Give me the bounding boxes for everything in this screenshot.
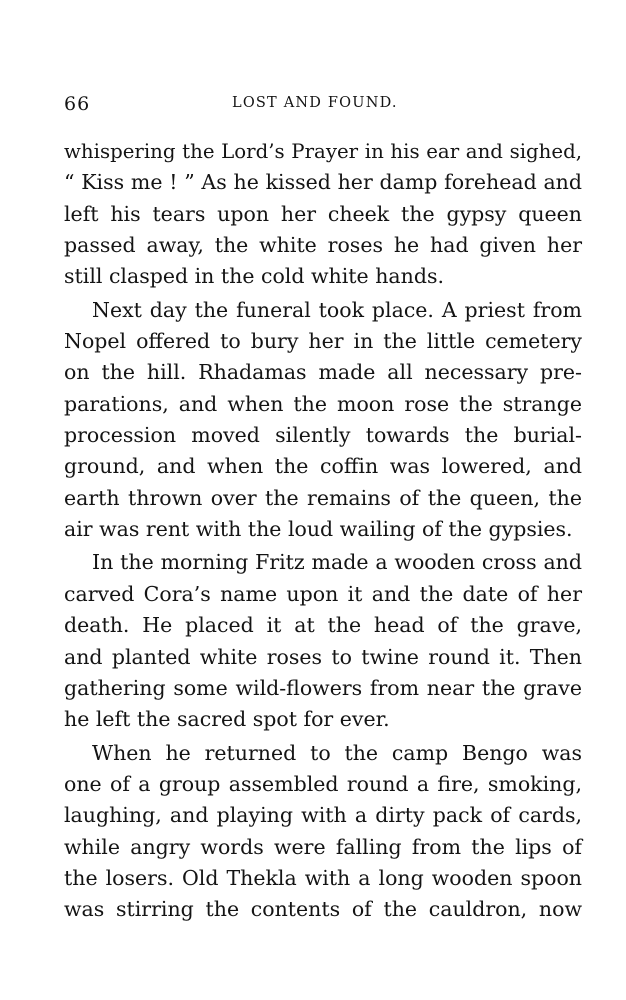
text-line: air was rent with the loud wailing of the gypsies.: [64, 517, 573, 542]
page-number: 66: [64, 93, 91, 115]
paragraph: [64, 136, 582, 293]
text-line: earth thrown over the remains of the queen, the: [64, 485, 582, 510]
text-line: gathering some wild-flowers from near the grave: [64, 675, 582, 700]
text-line: “ Kiss me ! ” As he kissed her damp forehead and: [64, 170, 582, 195]
text-line: was stirring the contents of the cauldron, now: [64, 897, 582, 922]
text-line: procession moved silently towards the burial-: [64, 423, 582, 448]
text-line: Nopel offered to bury her in the little cemetery: [64, 329, 582, 354]
text-line: left his tears upon her cheek the gypsy queen: [64, 201, 582, 226]
body-text: [64, 136, 582, 926]
text-line: the losers. Old Thekla with a long wooden spoon: [64, 865, 582, 890]
text-line: one of a group assembled round a fire, smoking,: [64, 771, 582, 796]
text-line: death. He placed it at the head of the grave,: [64, 613, 582, 638]
text-line: on the hill. Rhadamas made all necessary pre-: [64, 360, 582, 385]
text-line: Next day the funeral took place. A priest from: [92, 297, 582, 322]
text-line: laughing, and playing with a dirty pack of cards,: [64, 803, 582, 828]
text-line: In the morning Fritz made a wooden cross and: [92, 550, 582, 575]
text-line: and planted white roses to twine round it. Then: [64, 644, 582, 669]
running-title: LOST AND FOUND.: [232, 95, 398, 111]
text-line: while angry words were falling from the lips of: [64, 834, 582, 859]
page-header: [64, 93, 582, 117]
paragraph: [64, 547, 582, 735]
text-line: still clasped in the cold white hands.: [64, 264, 444, 289]
text-line: he left the sacred spot for ever.: [64, 707, 390, 732]
text-line: carved Cora’s name upon it and the date of her: [64, 581, 582, 606]
text-line: parations, and when the moon rose the strange: [64, 391, 582, 416]
text-line: ground, and when the coffin was lowered, and: [64, 454, 582, 479]
text-line: When he returned to the camp Bengo was: [92, 740, 582, 765]
text-line: whispering the Lord’s Prayer in his ear and sighed,: [64, 140, 582, 163]
text-line: passed away, the white roses he had given her: [64, 233, 582, 258]
paragraph: [64, 738, 582, 926]
paragraph: [64, 295, 582, 546]
